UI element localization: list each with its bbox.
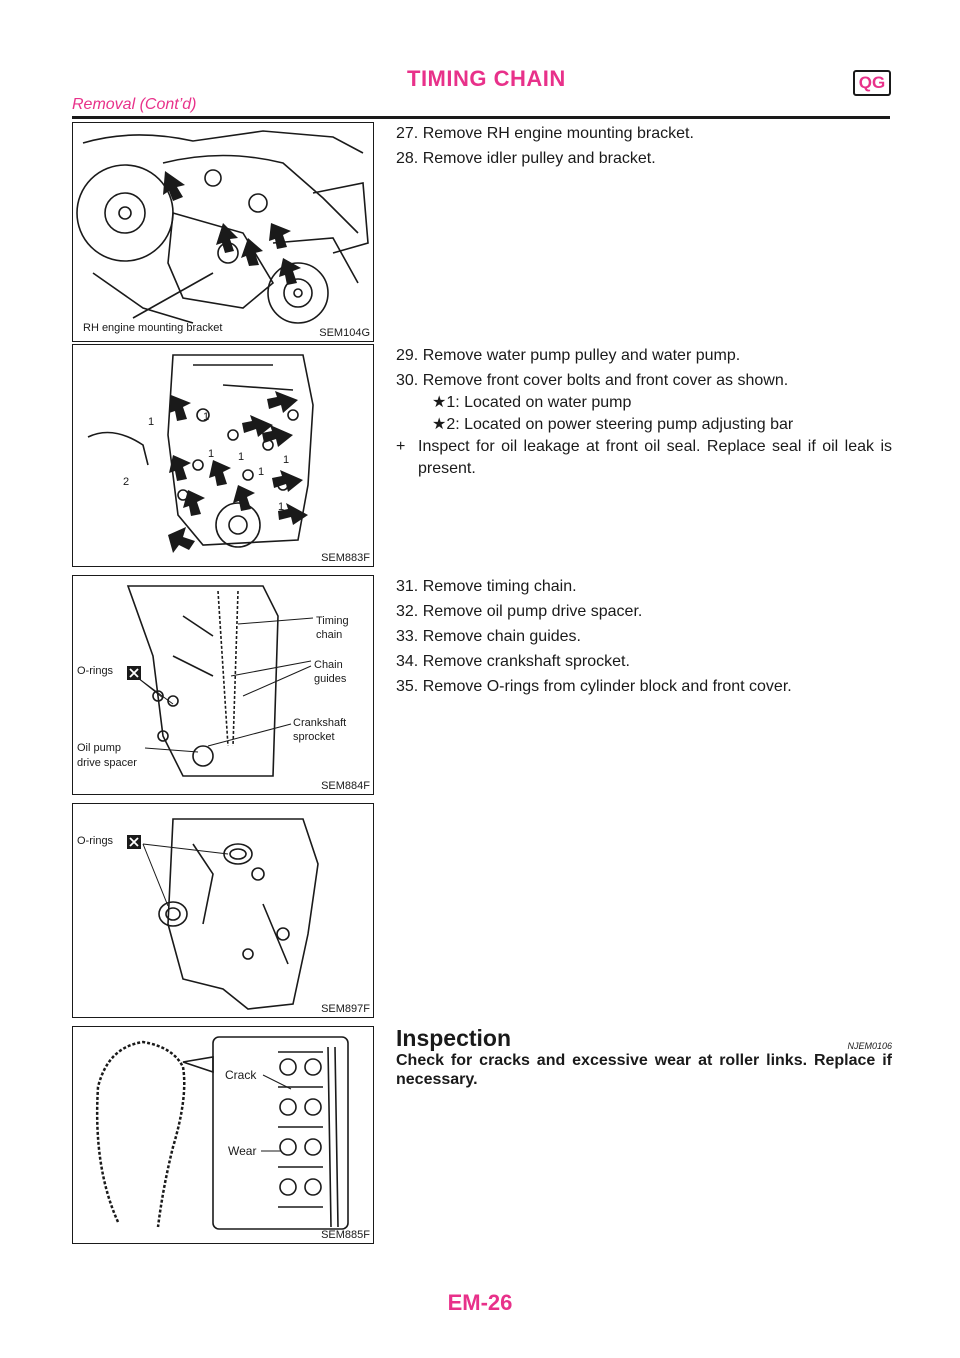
fig4-label-orings: O-rings bbox=[77, 835, 114, 847]
fig2-star-label: 1 bbox=[203, 411, 210, 423]
fig3-label-chain-guides-2: guides bbox=[314, 673, 347, 685]
fig3-label-orings: O-rings bbox=[77, 665, 114, 677]
step-33: 33. Remove chain guides. bbox=[396, 628, 581, 645]
front-cover-bolts-drawing bbox=[73, 345, 373, 566]
step-32: 32. Remove oil pump drive spacer. bbox=[396, 603, 643, 620]
inspection-code: NJEM0106 bbox=[847, 1041, 892, 1051]
figure-sem884f bbox=[72, 575, 374, 795]
fig3-label-chain-guides: Chain bbox=[314, 659, 343, 671]
figure-code: SEM883F bbox=[321, 552, 370, 564]
note-star-2: ★2: Located on power steering pump adjusting bar bbox=[432, 416, 794, 433]
figure-code: SEM885F bbox=[321, 1229, 370, 1241]
figure-sem104g bbox=[72, 122, 374, 342]
figure-code: SEM104G bbox=[319, 327, 370, 339]
chain-wear-drawing bbox=[73, 1027, 373, 1243]
fig3-label-oil-pump: Oil pump bbox=[77, 742, 122, 754]
page-subtitle: Removal (Cont’d) bbox=[72, 96, 197, 113]
section1-steps bbox=[396, 123, 892, 173]
fig5-label-crack: Crack bbox=[225, 1068, 257, 1082]
new-part-icon bbox=[127, 835, 141, 849]
bullet-oil-leakage bbox=[396, 436, 892, 480]
page-number: EM-26 bbox=[447, 1290, 513, 1315]
fig2-star-label: 1 bbox=[258, 466, 265, 478]
fig3-label-drive-spacer: drive spacer bbox=[77, 757, 137, 769]
fig3-label-chain: chain bbox=[316, 629, 343, 641]
page-title: TIMING CHAIN bbox=[407, 66, 566, 91]
inspection-heading: Inspection bbox=[396, 1025, 512, 1051]
step-28: 28. Remove idler pulley and bracket. bbox=[396, 150, 656, 167]
header-rule bbox=[72, 116, 890, 119]
timing-chain-drawing bbox=[73, 576, 373, 794]
step-27: 27. Remove RH engine mounting bracket. bbox=[396, 125, 694, 142]
inspection-text: Check for cracks and excessive wear at roller links. Replace if necessary. bbox=[396, 1052, 892, 1088]
step-30: 30. Remove front cover bolts and front cover as shown. bbox=[396, 372, 789, 389]
fig3-label-timing: Timing bbox=[316, 615, 349, 627]
figure-code: SEM897F bbox=[321, 1003, 370, 1015]
step-35: 35. Remove O-rings from cylinder block and front cover. bbox=[396, 678, 792, 695]
fig2-star-label: 2 bbox=[123, 476, 130, 488]
figure-sem885f bbox=[72, 1026, 374, 1244]
engine-badge: QG bbox=[853, 70, 891, 96]
note-star-1: ★1: Located on water pump bbox=[432, 394, 632, 411]
figure-code: SEM884F bbox=[321, 780, 370, 792]
figure-sem897f bbox=[72, 803, 374, 1018]
fig3-label-sprocket: sprocket bbox=[293, 731, 335, 743]
figure-sem883f bbox=[72, 344, 374, 567]
fig2-star-label: 1 bbox=[148, 416, 155, 428]
front-cover-orings-drawing bbox=[73, 804, 373, 1017]
step-31: 31. Remove timing chain. bbox=[396, 578, 577, 595]
new-part-icon bbox=[127, 666, 141, 680]
fig2-star-label: 1 bbox=[208, 448, 215, 460]
fig2-star-label: 1 bbox=[283, 454, 290, 466]
step-29: 29. Remove water pump pulley and water pump. bbox=[396, 347, 741, 364]
fig3-label-crankshaft: Crankshaft bbox=[293, 717, 347, 729]
section3-steps bbox=[396, 576, 892, 701]
bullet-mark: + bbox=[396, 438, 406, 455]
fig2-star-label: 1 bbox=[238, 451, 245, 463]
fig5-label-wear: Wear bbox=[228, 1144, 257, 1158]
engine-bracket-drawing bbox=[73, 123, 373, 341]
fig1-label-bracket: RH engine mounting bracket bbox=[83, 322, 223, 334]
fig2-star-label: 1 bbox=[278, 501, 285, 513]
section2-steps bbox=[396, 345, 892, 480]
step-34: 34. Remove crankshaft sprocket. bbox=[396, 653, 630, 670]
bullet-text: Inspect for oil leakage at front oil seal. Replace seal if oil leak is present. bbox=[418, 438, 892, 477]
